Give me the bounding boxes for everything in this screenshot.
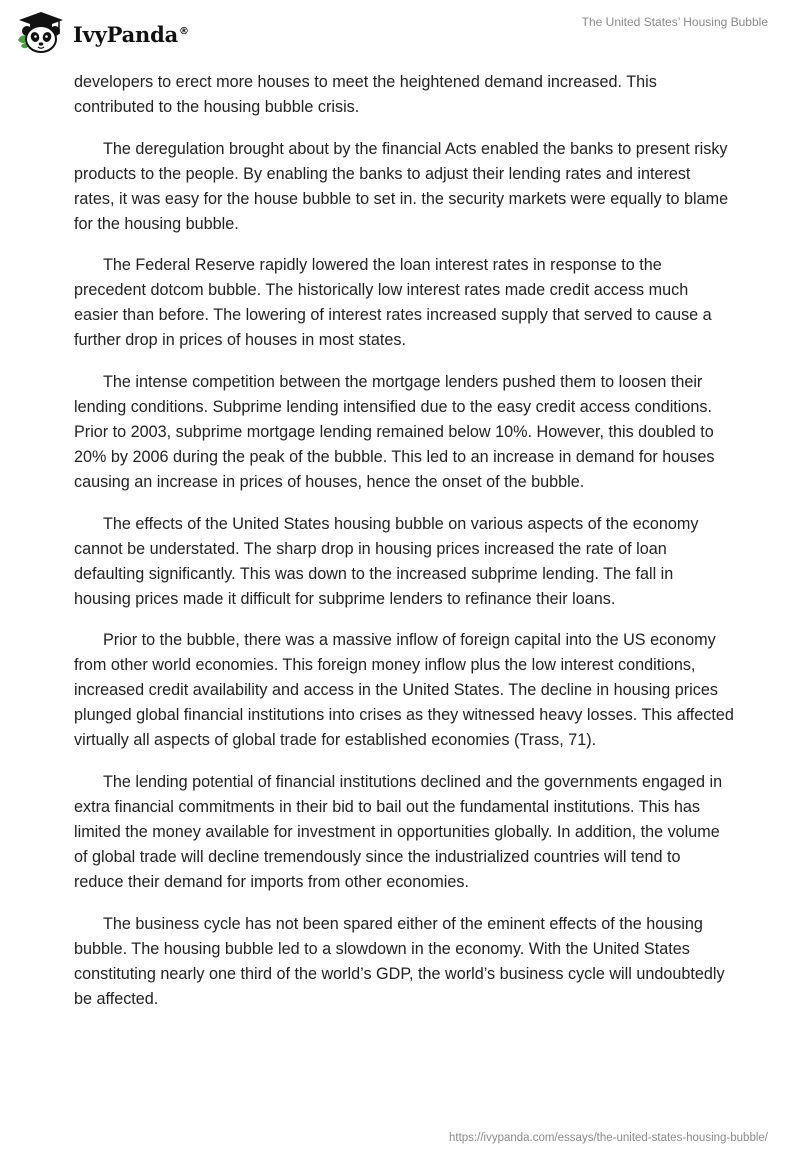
panda-graduate-icon xyxy=(15,10,67,54)
source-url-link[interactable]: https://ivypanda.com/essays/the-united-states-housing-bubble/ xyxy=(449,1132,768,1144)
logo-wordmark: IvyPanda® xyxy=(73,21,189,47)
paragraph: The lending potential of financial institutions declined and the governments engaged in extra financial commitments in their bid to bail out the fundamental institutions. This has limited the money available for investment in opportunities globally. In addition, the volume of global trade will decline tremendously since the industrialized countries will tend to reduce their demand for imports from other economies. xyxy=(74,773,723,892)
paragraph: The effects of the United States housing bubble on various aspects of the economy cannot be understated. The sharp drop in housing prices increased the rate of loan defaulting significantly. This was down to the increased subprime lending. The fall in housing prices made it difficult for subprime lenders to refinance their loans. xyxy=(74,514,699,608)
paragraph: The Federal Reserve rapidly lowered the loan interest rates in response to the precedent dotcom bubble. The historically low interest rates made credit access much easier than before. The lowering of interest rates increased supply that served to cause a further drop in prices of houses in most states. xyxy=(74,256,712,350)
paragraph: Prior to the bubble, there was a massive inflow of foreign capital into the US economy from other world economies. This foreign money inflow plus the low interest conditions, increased credit availability and access in the United States. The decline in housing prices plunged global financial institutions into crises as they witnessed heavy losses. This affected virtually all aspects of global trade for established economies (Trass, 71). xyxy=(74,631,734,750)
paragraph: The deregulation brought about by the financial Acts enabled the banks to present risky products to the people. By enabling the banks to adjust their lending rates and interest rates, it was easy for the house bubble to set in. the security markets were equally to blame for the housing bubble. xyxy=(74,139,729,233)
paragraph: The business cycle has not been spared either of the eminent effects of the housing bubble. The housing bubble led to a slowdown in the economy. With the United States constituting nearly one third of the world’s GDP, the world’s business cycle will undoubtedly be affected. xyxy=(74,914,725,1008)
page-header xyxy=(0,0,800,72)
document-title: The United States’ Housing Bubble xyxy=(581,15,768,29)
essay-body xyxy=(74,70,734,1029)
paragraph: The intense competition between the mortgage lenders pushed them to loosen their lending conditions. Subprime lending intensified due to the easy credit access conditions. Prior to 2003, subprime mortgage lending remained below 10%. However, this doubled to 20% by 2006 during the peak of the bubble. This led to an increase in demand for houses causing an increase in prices of houses, hence the onset of the bubble. xyxy=(74,373,715,492)
registered-mark: ® xyxy=(179,25,189,37)
paragraph-continued: developers to erect more houses to meet the heightened demand increased. This contributed to the housing bubble crisis. xyxy=(74,73,657,116)
ivypanda-logo[interactable] xyxy=(15,10,189,54)
